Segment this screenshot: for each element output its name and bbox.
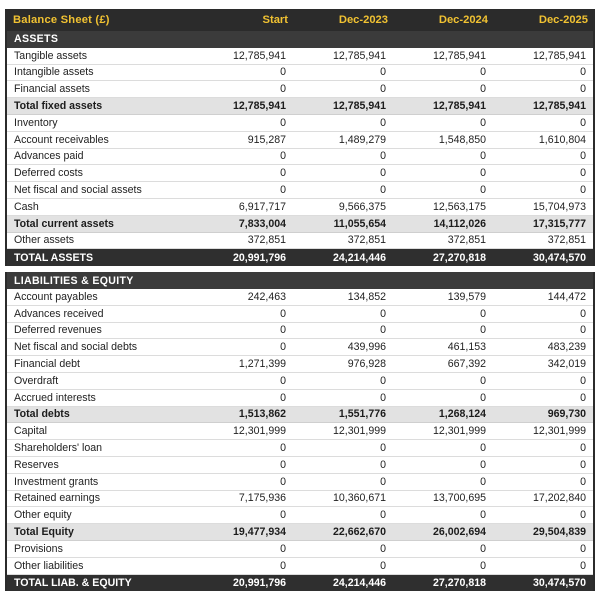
row-label: Intangible assets	[14, 66, 94, 79]
table-row	[7, 81, 593, 98]
cell-value: 0	[280, 559, 286, 572]
cell-value: 0	[580, 324, 586, 337]
cell-value: 0	[280, 150, 286, 163]
column-header-dec-2023: Dec-2023	[338, 14, 388, 26]
cell-value: 22,662,670	[332, 526, 386, 538]
table-body	[5, 31, 595, 591]
cell-value: 0	[280, 184, 286, 197]
row-label: Financial assets	[14, 83, 90, 96]
cell-value: 0	[480, 184, 486, 197]
row-label: Capital	[14, 425, 47, 438]
table-row	[7, 558, 593, 575]
table-row	[7, 541, 593, 558]
column-header-dec-2024: Dec-2024	[438, 14, 488, 26]
cell-value: 242,463	[247, 290, 286, 303]
cell-value: 915,287	[247, 133, 286, 146]
cell-value: 461,153	[447, 341, 486, 354]
row-label: Provisions	[14, 542, 63, 555]
table-header-row	[5, 9, 595, 31]
row-label: Net fiscal and social assets	[14, 184, 142, 197]
cell-value: 12,785,941	[432, 100, 486, 113]
cell-value: 0	[380, 391, 386, 404]
cell-value: 20,991,796	[232, 576, 286, 589]
cell-value: 0	[380, 66, 386, 79]
row-label: Account payables	[14, 290, 98, 303]
cell-value: 0	[480, 116, 486, 129]
cell-value: 11,055,654	[333, 217, 386, 230]
row-label: TOTAL ASSETS	[14, 251, 94, 264]
cell-value: 20,991,796	[232, 251, 286, 264]
table-row	[7, 457, 593, 474]
cell-value: 30,474,570	[532, 576, 586, 589]
cell-value: 0	[380, 442, 386, 455]
cell-value: 1,551,776	[338, 408, 386, 421]
table-row	[7, 289, 593, 306]
cell-value: 0	[380, 542, 386, 555]
cell-value: 17,315,777	[532, 217, 586, 230]
table-title: Balance Sheet (£)	[13, 14, 110, 26]
row-label: Net fiscal and social debts	[14, 341, 138, 354]
cell-value: 10,360,671	[332, 492, 386, 505]
cell-value: 439,996	[347, 341, 386, 354]
table-row	[7, 390, 593, 407]
table-row	[7, 233, 593, 250]
section-header-row	[7, 31, 593, 48]
cell-value: 0	[580, 559, 586, 572]
row-label: Total Equity	[14, 526, 74, 538]
cell-value: 24,214,446	[332, 576, 386, 589]
cell-value: 0	[280, 341, 286, 354]
cell-value: 0	[480, 83, 486, 96]
cell-value: 0	[280, 458, 286, 471]
cell-value: 0	[280, 391, 286, 404]
row-label: Account receivables	[14, 133, 109, 146]
table-row	[7, 491, 593, 508]
cell-value: 12,785,941	[332, 49, 386, 62]
cell-value: 0	[280, 307, 286, 320]
grand-total-row	[7, 249, 593, 266]
cell-value: 0	[580, 307, 586, 320]
cell-value: 1,271,399	[238, 358, 286, 371]
row-label: Tangible assets	[14, 49, 88, 62]
cell-value: 0	[380, 83, 386, 96]
row-label: Total fixed assets	[14, 100, 103, 113]
row-label: Other equity	[14, 509, 72, 522]
cell-value: 1,268,124	[438, 408, 486, 421]
cell-value: 9,566,375	[338, 200, 386, 213]
cell-value: 12,785,941	[432, 49, 486, 62]
cell-value: 0	[280, 167, 286, 180]
cell-value: 0	[280, 374, 286, 387]
cell-value: 0	[480, 458, 486, 471]
cell-value: 0	[380, 116, 386, 129]
cell-value: 1,513,862	[238, 408, 286, 421]
cell-value: 0	[280, 442, 286, 455]
table-row	[7, 182, 593, 199]
cell-value: 30,474,570	[532, 251, 586, 264]
cell-value: 0	[580, 509, 586, 522]
row-label: Shareholders' loan	[14, 442, 103, 455]
cell-value: 19,477,934	[232, 526, 286, 538]
cell-value: 24,214,446	[332, 251, 386, 264]
cell-value: 0	[280, 324, 286, 337]
cell-value: 7,175,936	[238, 492, 286, 505]
cell-value: 17,202,840	[532, 492, 586, 505]
cell-value: 0	[280, 116, 286, 129]
cell-value: 0	[480, 150, 486, 163]
cell-value: 0	[480, 475, 486, 488]
cell-value: 12,785,941	[232, 100, 286, 113]
cell-value: 1,489,279	[338, 133, 386, 146]
cell-value: 12,785,941	[232, 49, 286, 62]
cell-value: 0	[480, 391, 486, 404]
cell-value: 0	[280, 66, 286, 79]
cell-value: 0	[580, 150, 586, 163]
cell-value: 0	[480, 509, 486, 522]
cell-value: 0	[280, 83, 286, 96]
table-row	[7, 306, 593, 323]
section-header-row	[7, 272, 593, 289]
cell-value: 7,833,004	[238, 217, 286, 230]
column-header-start: Start	[262, 14, 288, 26]
table-row	[7, 423, 593, 440]
table-row	[7, 440, 593, 457]
cell-value: 12,563,175	[432, 200, 486, 213]
cell-value: 0	[380, 559, 386, 572]
cell-value: 144,472	[547, 290, 586, 303]
cell-value: 1,610,804	[538, 133, 586, 146]
cell-value: 0	[380, 374, 386, 387]
cell-value: 0	[580, 66, 586, 79]
cell-value: 667,392	[447, 358, 486, 371]
cell-value: 26,002,694	[432, 526, 486, 538]
row-label: Other liabilities	[14, 559, 84, 572]
cell-value: 372,851	[247, 234, 286, 247]
row-label: Investment grants	[14, 475, 99, 488]
row-label: Reserves	[14, 458, 59, 471]
row-label: Overdraft	[14, 374, 59, 387]
cell-value: 0	[580, 442, 586, 455]
table-row	[7, 132, 593, 149]
table-row	[7, 507, 593, 524]
cell-value: 969,730	[547, 408, 586, 421]
cell-value: 0	[280, 475, 286, 488]
cell-value: 0	[480, 442, 486, 455]
cell-value: 0	[280, 509, 286, 522]
cell-value: 27,270,818	[432, 576, 486, 589]
table-row	[7, 356, 593, 373]
cell-value: 15,704,973	[532, 200, 586, 213]
row-label: Total current assets	[14, 217, 114, 230]
cell-value: 0	[380, 150, 386, 163]
cell-value: 0	[380, 509, 386, 522]
row-label: Deferred revenues	[14, 324, 102, 337]
row-label: Advances received	[14, 307, 104, 320]
table-row	[7, 149, 593, 166]
row-label: Financial debt	[14, 358, 80, 371]
row-label: TOTAL LIAB. & EQUITY	[14, 576, 132, 589]
section-title: ASSETS	[14, 33, 59, 46]
cell-value: 12,785,941	[332, 100, 386, 113]
table-row	[7, 323, 593, 340]
cell-value: 0	[580, 167, 586, 180]
subtotal-row	[7, 524, 593, 541]
cell-value: 0	[380, 324, 386, 337]
cell-value: 0	[480, 66, 486, 79]
row-label: Retained earnings	[14, 492, 100, 505]
cell-value: 12,301,999	[532, 425, 586, 438]
table-row	[7, 474, 593, 491]
cell-value: 0	[580, 391, 586, 404]
table-row	[7, 165, 593, 182]
cell-value: 976,928	[347, 358, 386, 371]
cell-value: 12,785,941	[532, 100, 586, 113]
column-header-dec-2025: Dec-2025	[538, 14, 588, 26]
cell-value: 12,785,941	[532, 49, 586, 62]
cell-value: 0	[480, 167, 486, 180]
cell-value: 0	[580, 184, 586, 197]
table-row	[7, 199, 593, 216]
cell-value: 1,548,850	[438, 133, 486, 146]
cell-value: 342,019	[547, 358, 586, 371]
cell-value: 0	[580, 116, 586, 129]
row-label: Advances paid	[14, 150, 84, 163]
cell-value: 27,270,818	[432, 251, 486, 264]
subtotal-row	[7, 216, 593, 233]
cell-value: 0	[580, 475, 586, 488]
cell-value: 12,301,999	[332, 425, 386, 438]
row-label: Total debts	[14, 408, 70, 421]
cell-value: 13,700,695	[432, 492, 486, 505]
cell-value: 483,239	[547, 341, 586, 354]
cell-value: 0	[480, 542, 486, 555]
cell-value: 139,579	[447, 290, 486, 303]
cell-value: 12,301,999	[232, 425, 286, 438]
cell-value: 0	[480, 324, 486, 337]
table-row	[7, 65, 593, 82]
row-label: Cash	[14, 200, 39, 213]
table-row	[7, 373, 593, 390]
table-row	[7, 339, 593, 356]
cell-value: 29,504,839	[532, 526, 586, 538]
cell-value: 0	[580, 458, 586, 471]
cell-value: 0	[480, 559, 486, 572]
cell-value: 0	[480, 307, 486, 320]
subtotal-row	[7, 98, 593, 115]
cell-value: 372,851	[447, 234, 486, 247]
cell-value: 0	[380, 458, 386, 471]
row-label: Deferred costs	[14, 167, 83, 180]
section-block	[5, 31, 595, 266]
cell-value: 12,301,999	[432, 425, 486, 438]
section-block	[5, 272, 595, 591]
cell-value: 0	[280, 542, 286, 555]
cell-value: 0	[480, 374, 486, 387]
cell-value: 6,917,717	[238, 200, 286, 213]
row-label: Other assets	[14, 234, 75, 247]
grand-total-row	[7, 575, 593, 592]
cell-value: 14,112,026	[433, 217, 486, 230]
section-title: LIABILITIES & EQUITY	[14, 274, 134, 287]
cell-value: 134,852	[347, 290, 386, 303]
cell-value: 372,851	[347, 234, 386, 247]
row-label: Inventory	[14, 116, 58, 129]
cell-value: 0	[380, 475, 386, 488]
cell-value: 0	[580, 83, 586, 96]
cell-value: 0	[580, 374, 586, 387]
cell-value: 0	[580, 542, 586, 555]
subtotal-row	[7, 407, 593, 424]
table-row	[7, 48, 593, 65]
table-row	[7, 115, 593, 132]
cell-value: 0	[380, 184, 386, 197]
cell-value: 0	[380, 167, 386, 180]
row-label: Accrued interests	[14, 391, 96, 404]
cell-value: 0	[380, 307, 386, 320]
cell-value: 372,851	[547, 234, 586, 247]
